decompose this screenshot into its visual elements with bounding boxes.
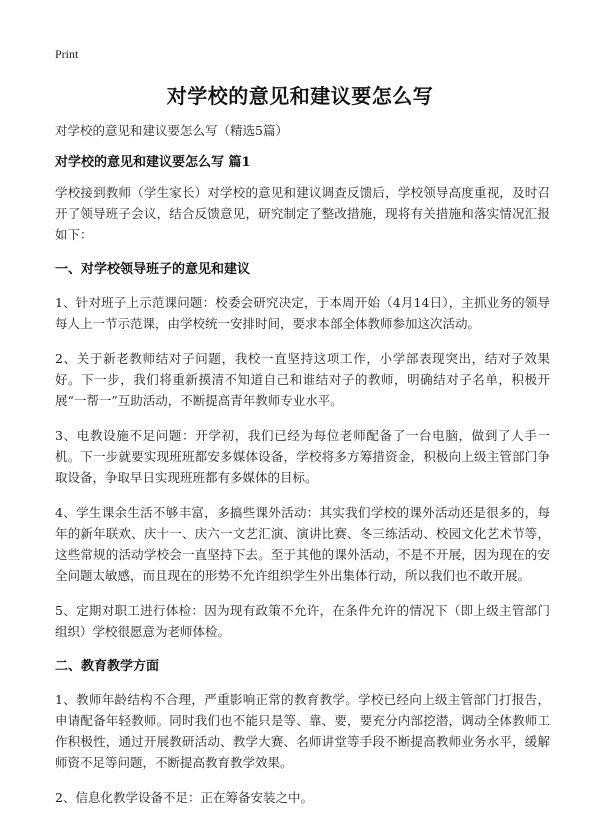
article-body: [55, 182, 550, 822]
document-subtitle: 对学校的意见和建议要怎么写（精选5篇）: [55, 123, 288, 138]
section-heading-leadership: 一、对学校领导班子的意见和建议: [55, 262, 251, 277]
intro-paragraph: 学校接到教师（学生家长）对学校的意见和建议调查反馈后，学校领导高度重视，及时召开了领导班子会议，结合反馈意见，研究制定了整改措施，现将有关措施和落实情况汇报如下：: [55, 185, 550, 242]
list-item: 2、关于新老教师结对子问题，我校一直坚持这项工作，小学部表现突出，结对子效果好。下一步，我们将重新摸清不知道自己和谁结对子的教师，明确结对子名单，积极开展“一帮一”互助活动，不断提高青年教师专业水平。: [55, 351, 550, 408]
list-item: 1、教师年龄结构不合理，严重影响正常的教育教学。学校已经向上级主管部门打报告，申请配备年轻教师。同时我们也不能只是等、靠、要，要充分内部挖潜，调动全体教师工作积极性，通过开展教研活动、教学大赛、名师讲堂等手段不断提高教师业务水平，缓解师资不足等问题，不断提高教育教学效果。: [55, 692, 550, 770]
list-item: 1、针对班子上示范课问题：校委会研究决定，于本周开始（4月14日），主抓业务的领导每人上一节示范课，由学校统一安排时间，要求本部全体教师参加这次活动。: [55, 295, 550, 331]
document-title: 对学校的意见和建议要怎么写: [166, 84, 434, 108]
list-item: 3、电教设施不足问题：开学初，我们已经为每位老师配备了一台电脑，做到了人手一机。下一步就要实现班班都安多媒体设备，学校将多方筹措资金，积极向上级主管部门争取设备，争取早日实现班班都有多媒体的目标。: [55, 428, 550, 485]
list-item: 5、定期对职工进行体检：因为现有政策不允许，在条件允许的情况下（即上级主管部门组织）学校很愿意为老师体检。: [55, 603, 550, 639]
article-heading: 对学校的意见和建议要怎么写 篇1: [55, 155, 251, 170]
list-item: 2、信息化教学设备不足：正在筹备安装之中。: [55, 790, 313, 805]
print-label: Print: [55, 47, 79, 61]
section-heading-teaching: 二、教育教学方面: [55, 659, 160, 674]
list-item: 4、学生课余生活不够丰富，多搞些课外活动：其实我们学校的课外活动还是很多的，每年的新年联欢、庆十一、庆六一文艺汇演、演讲比赛、冬三练活动、校园文化艺术节等，这些常规的活动学校会一直坚持下去。至于其他的课外活动，不是不开展，因为现在的安全问题太敏感，而且现在的形势不允许组织学生外出集体行动，所以我们也不敢开展。: [55, 505, 550, 583]
